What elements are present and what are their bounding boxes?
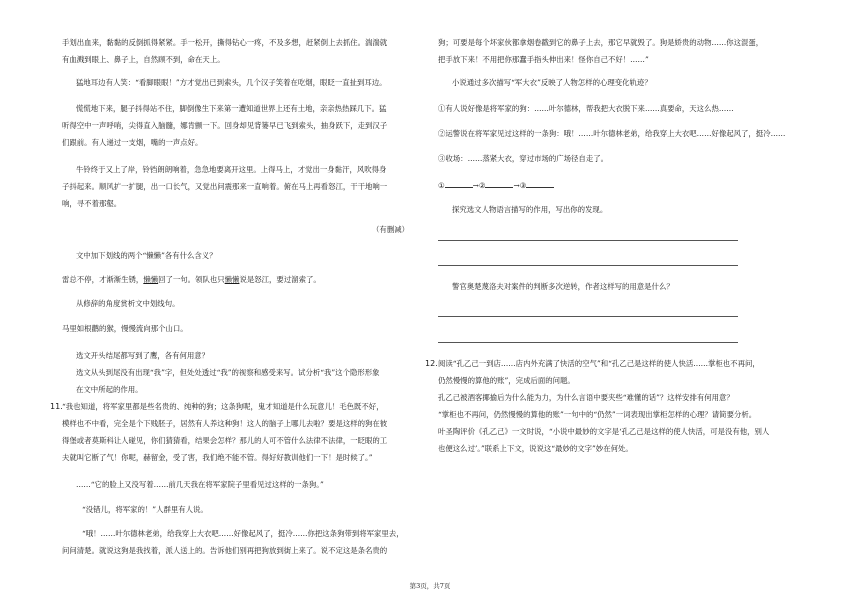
question-text: 探究选文人物语言描写的作用，写出你的发现。	[452, 205, 608, 214]
answer-item: ③收场：……蒸紧大衣，穿过市场的广场径自走了。	[438, 154, 608, 163]
passage-paragraph: 牛铃终于又上了岸，铃铛朗朗响着，急急地要离开这里。上得马上，才觉出一身黏汗，风吹得身	[76, 165, 387, 174]
answer-blank[interactable]	[485, 180, 513, 188]
passage-paragraph: “没错儿，将军家的！”人群里有人说。	[82, 505, 208, 514]
passage-paragraph-cont: 狗；可要是每个坏家伙都拿烟卷戳到它的鼻子上去，那它早就毁了。狗是娇贵的动物……你这混蛋， 把手放下来！不用把你那蠢手指头伸出来！怪你自己不好！……”	[438, 38, 764, 64]
passage-paragraph-cont: 听得空中一声呼哨，尖得直入脑髓，娜肯颤一下。回身却见背篓早已飞到索头，抽身跃下，走到汉子 们跟前。有人递过一支烟，嘴的一声点好。	[62, 121, 388, 147]
answer-blank[interactable]	[445, 180, 473, 188]
answer-line[interactable]	[438, 316, 738, 317]
answer-line[interactable]	[438, 240, 738, 241]
passage-paragraph: 手划出血来，黏黏的反倒抓得紧紧。手一松开，撕得钻心一疼，不及多想，赶紧倒上去抓住。湍湍就 有血溅到眼上、鼻子上，自然顾不到，命在天上。	[62, 38, 388, 64]
question-text: 孔乙己被酒客揶揄后为什么能为力，为什么言语中要夹些“难懂的话”？这样安排有何用意？	[438, 393, 734, 402]
answer-text: 马里如根鹳的猴，慢慢流向那个山口。	[62, 324, 188, 333]
passage-paragraph: 慌慌地下来，腿子抖得站不住，脚倒像生下来第一遭知道世界上还有土地，亲亲热热踩几下。猛	[76, 104, 387, 113]
passage-paragraph-cont: 问问清楚。就说这狗是我找着，派人送上的。告诉他们别再把狗放到街上来了。说不定这是条名贵的	[62, 546, 388, 555]
answer-line[interactable]	[438, 265, 738, 266]
answer-item: ②运警说在将军家见过这样的一条狗：哦！……叶尔德林老弟，给我穿上大衣吧……好像起风了，挺冷……	[438, 129, 786, 138]
question-text-cont: 仍然慢慢的算他的账”，完成后面的问题。	[438, 376, 575, 385]
answer-blank[interactable]	[526, 180, 554, 188]
passage-paragraph: 猛地耳边有人笑：“看脚眼眼！”方才觉出已到索头，几个汉子笑着在吃烟，眼眨一直扯到耳边。	[76, 78, 387, 87]
underlined-word: 懒懒	[143, 275, 159, 284]
question-number: 11.	[50, 402, 63, 411]
underlined-word: 懒懒	[224, 275, 240, 284]
source-note: （有删减）	[372, 225, 409, 234]
passage-paragraph: “哦！……叶尔德林老弟，给我穿上大衣吧……好像起风了，挺冷……你把这条狗带到将军家里去，	[82, 529, 404, 538]
passage-paragraph-cont: 模样也不中看，完全是个下贱胚子，居然有人养这种狗！这人的脑子上哪儿去啦？要是这样的狗在彼 得堡或者莫斯科让人碰见，你们猜猜看，结果会怎样？那儿的人可不管什么法律不法律，一眨眼的工 夫就叫它断了气！你呢，赫留金，受了害，我们绝不能不管。得好好教训他们一下！是时候了。”	[62, 419, 388, 462]
answer-text: 雷总不停，才渐渐生锈，懒懒回了一句。领队也只懒懒说是怒江，要过溜索了。	[62, 275, 321, 284]
question-text: 文中加下划线的两个“懒懒”各有什么含义？	[76, 251, 217, 260]
question-text: 小说通过多次描写“军大衣”反映了人物怎样的心理变化轨迹？	[452, 78, 652, 87]
passage-paragraph: ……“它的脸上又没写着……前几天我在将军家院子里看见过这样的一条狗。”	[76, 480, 324, 489]
question-text: 选文开头结尾都写到了鹰，各有何用意？	[76, 351, 210, 360]
question-text: 叶圣陶评价《孔乙己》一文时说，“小说中最妙的文字是‘孔乙己是这样的使人快活，可是没有他，别人 也便这么过’。”联系上下文，说说这“最妙的文字”妙在何处。	[438, 427, 770, 453]
page-footer: 第3页，共7页	[409, 582, 451, 590]
question-12: 12.阅读“孔乙己一到店……店内外充满了快活的空气”和“孔乙己是这样的使人快活……掌柜也不再问，	[425, 359, 760, 368]
passage-paragraph-cont: 子抖起来。顺风扩一扩腿，出一口长气，又觉出问震那来一直响着。俯在马上再看怒江，干干地响一 响，寻不着那壑。	[62, 182, 388, 208]
fill-in-chain: ① →② →③	[438, 180, 554, 191]
question-11: 11.“我也知道，将军家里都是些名贵的、纯种的狗；这条狗呢，鬼才知道是什么玩意儿！毛色既不好，	[50, 402, 384, 411]
question-text: 选文从头到尾没有出现“我”字，但处处透过“我”的视察和感受来写。试分析“我”这个隐形形象 在文中所起的作用。	[76, 368, 380, 394]
question-text: “掌柜也不再问，仍然慢慢的算他的账”一句中的“仍然”一词表现出掌柜怎样的心理？请简要分析。	[438, 410, 757, 419]
question-text: 从修辞的角度赏析文中划线句。	[76, 299, 180, 308]
answer-item: ①有人说好像是将军家的狗：……叶尔德林，帮我把大衣脱下来……真要命，天这么热……	[438, 104, 734, 113]
question-number: 12.	[425, 359, 438, 368]
answer-line[interactable]	[438, 342, 738, 343]
question-text: 警官奥楚蔑洛夫对案件的判断多次逆转，作者这样写的用意是什么？	[452, 282, 674, 291]
